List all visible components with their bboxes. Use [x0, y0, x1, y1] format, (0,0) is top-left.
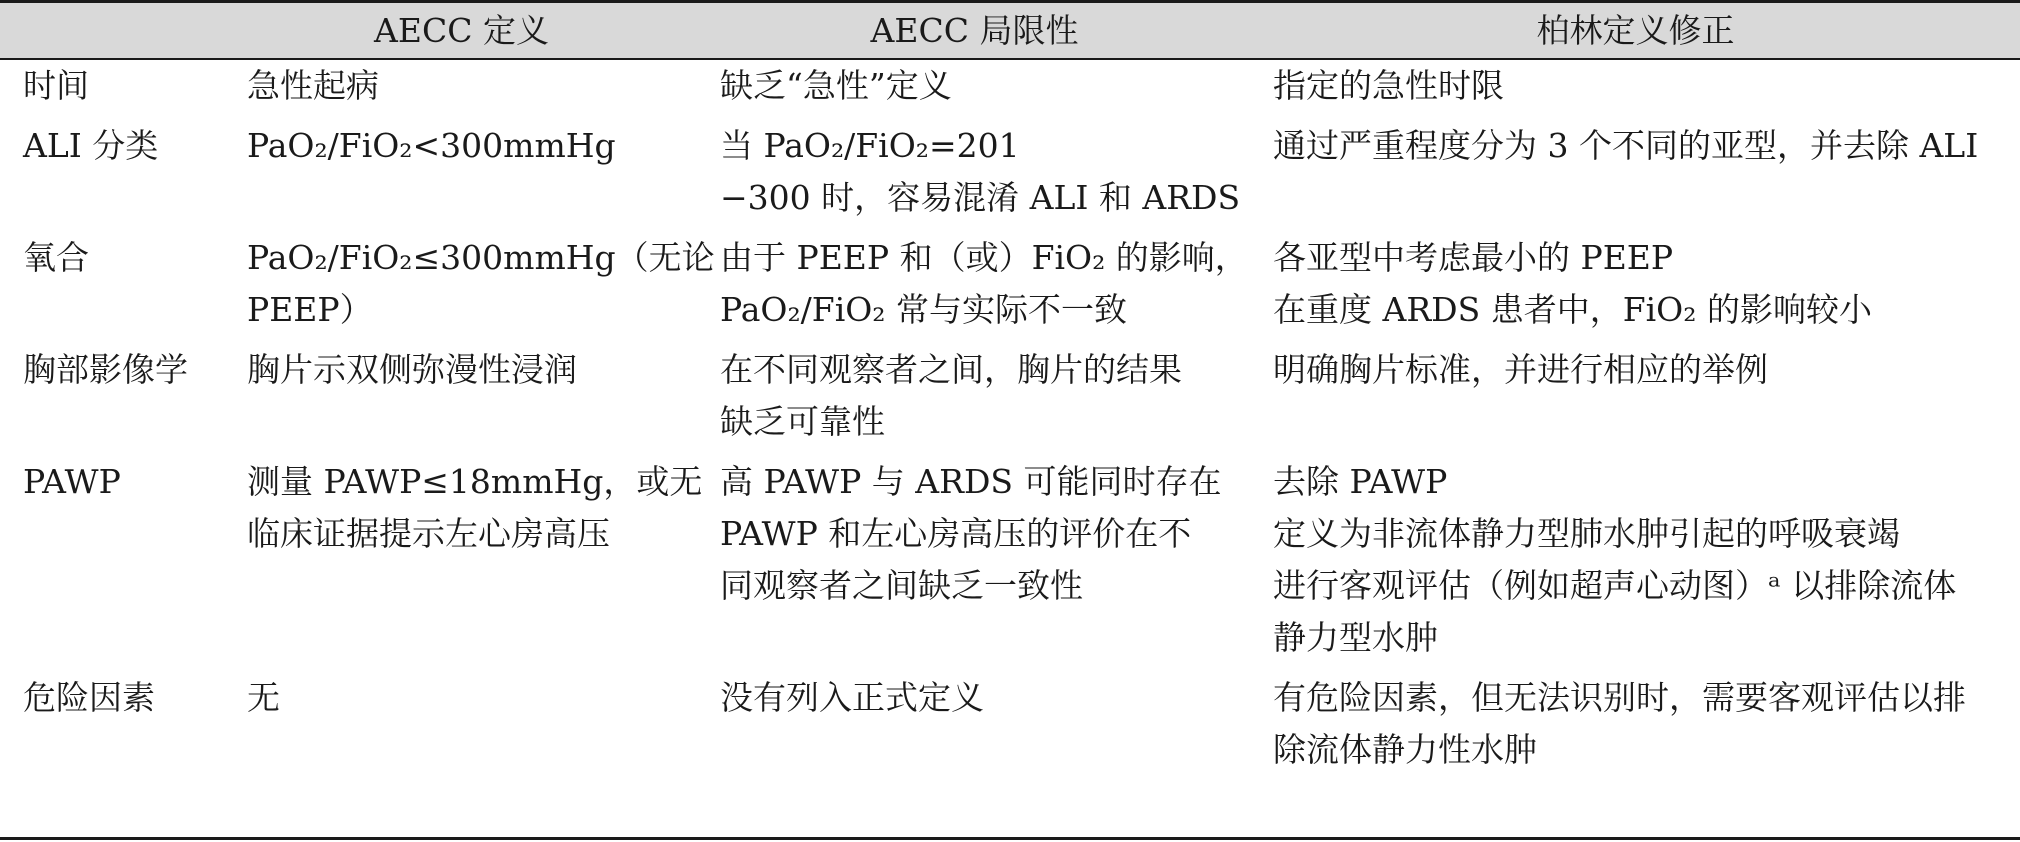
aecc-limitations-cell	[720, 456, 1222, 612]
aecc-limitations-cell	[720, 232, 1248, 336]
berlin-revision-cell	[1273, 456, 1956, 664]
cell-line: 去除 PAWP	[1273, 462, 1448, 501]
aecc-definition-cell	[247, 120, 616, 172]
cell-line: 胸片示双侧弥漫性浸润	[247, 350, 577, 389]
aecc-definition-cell	[247, 232, 715, 336]
table-row	[0, 456, 2020, 672]
row-category: 胸部影像学	[23, 350, 188, 389]
berlin-revision-cell	[1273, 120, 1978, 172]
cell-line: PaO₂/FiO₂≤300mmHg（无论	[247, 238, 715, 277]
cell-line: 各亚型中考虑最小的 PEEP	[1273, 238, 1674, 277]
cell-line: PaO₂/FiO₂<300mmHg	[247, 126, 616, 165]
cell-line: PEEP）	[247, 290, 373, 329]
cell-line: 缺乏可靠性	[720, 402, 885, 441]
table-row	[0, 232, 2020, 344]
cell-line: −300 时，容易混淆 ALI 和 ARDS	[720, 178, 1241, 217]
cell-line: 临床证据提示左心房高压	[247, 514, 610, 553]
cell-line: 无	[247, 678, 280, 717]
row-category: PAWP	[23, 462, 121, 501]
cell-line: 同观察者之间缺乏一致性	[720, 566, 1083, 605]
aecc-definition-cell	[247, 672, 280, 724]
row-category: 时间	[23, 66, 89, 105]
table-row	[0, 672, 2020, 784]
cell-line: 高 PAWP 与 ARDS 可能同时存在	[720, 462, 1222, 501]
row-category: 危险因素	[23, 678, 155, 717]
cell-line: 指定的急性时限	[1273, 66, 1504, 105]
cell-line: 当 PaO₂/FiO₂=201	[720, 126, 1020, 165]
table-row	[0, 120, 2020, 232]
table-header	[0, 3, 2020, 60]
cell-line: 通过严重程度分为 3 个不同的亚型，并去除 ALI	[1273, 126, 1979, 165]
cell-line: 由于 PEEP 和（或）FiO₂ 的影响，	[720, 238, 1248, 277]
aecc-definition-cell	[247, 344, 577, 396]
cell-line: 在重度 ARDS 患者中，FiO₂ 的影响较小	[1273, 290, 1872, 329]
cell-line: 明确胸片标准，并进行相应的举例	[1273, 350, 1768, 389]
cell-line: 缺乏“急性”定义	[720, 66, 952, 105]
cell-line: 除流体静力性水肿	[1273, 730, 1537, 769]
aecc-definition-cell	[247, 456, 702, 560]
cell-line: 测量 PAWP≤18mmHg，或无	[247, 462, 703, 501]
row-category: ALI 分类	[23, 126, 159, 165]
table-body	[0, 60, 2020, 784]
cell-line: 定义为非流体静力型肺水肿引起的呼吸衰竭	[1273, 514, 1900, 553]
berlin-revision-cell	[1273, 344, 1768, 396]
aecc-limitations-cell	[720, 344, 1182, 448]
cell-line: 进行客观评估（例如超声心动图）ᵃ 以排除流体	[1273, 566, 1957, 605]
cell-line: 急性起病	[247, 66, 379, 105]
cell-line: 静力型水肿	[1273, 618, 1438, 657]
table-row	[0, 60, 2020, 120]
aecc-limitations-cell	[720, 672, 984, 724]
cell-line: PAWP 和左心房高压的评价在不	[720, 514, 1192, 553]
header-empty	[0, 3, 225, 58]
cell-line: 在不同观察者之间，胸片的结果	[720, 350, 1182, 389]
header-berlin-revision: 柏林定义修正	[1536, 11, 1735, 50]
berlin-revision-cell	[1273, 672, 1966, 776]
berlin-revision-cell	[1273, 60, 1504, 112]
cell-line: PaO₂/FiO₂ 常与实际不一致	[720, 290, 1128, 329]
aecc-limitations-cell	[720, 120, 1240, 224]
table-bottom-rule	[0, 837, 2020, 840]
aecc-limitations-cell	[720, 60, 952, 112]
aecc-definition-cell	[247, 60, 379, 112]
header-aecc-definition: AECC 定义	[374, 11, 549, 50]
berlin-revision-cell	[1273, 232, 1872, 336]
cell-line: 有危险因素，但无法识别时，需要客观评估以排	[1273, 678, 1966, 717]
row-category: 氧合	[23, 238, 89, 277]
header-aecc-limitations: AECC 局限性	[870, 11, 1079, 50]
table-row	[0, 344, 2020, 456]
cell-line: 没有列入正式定义	[720, 678, 984, 717]
